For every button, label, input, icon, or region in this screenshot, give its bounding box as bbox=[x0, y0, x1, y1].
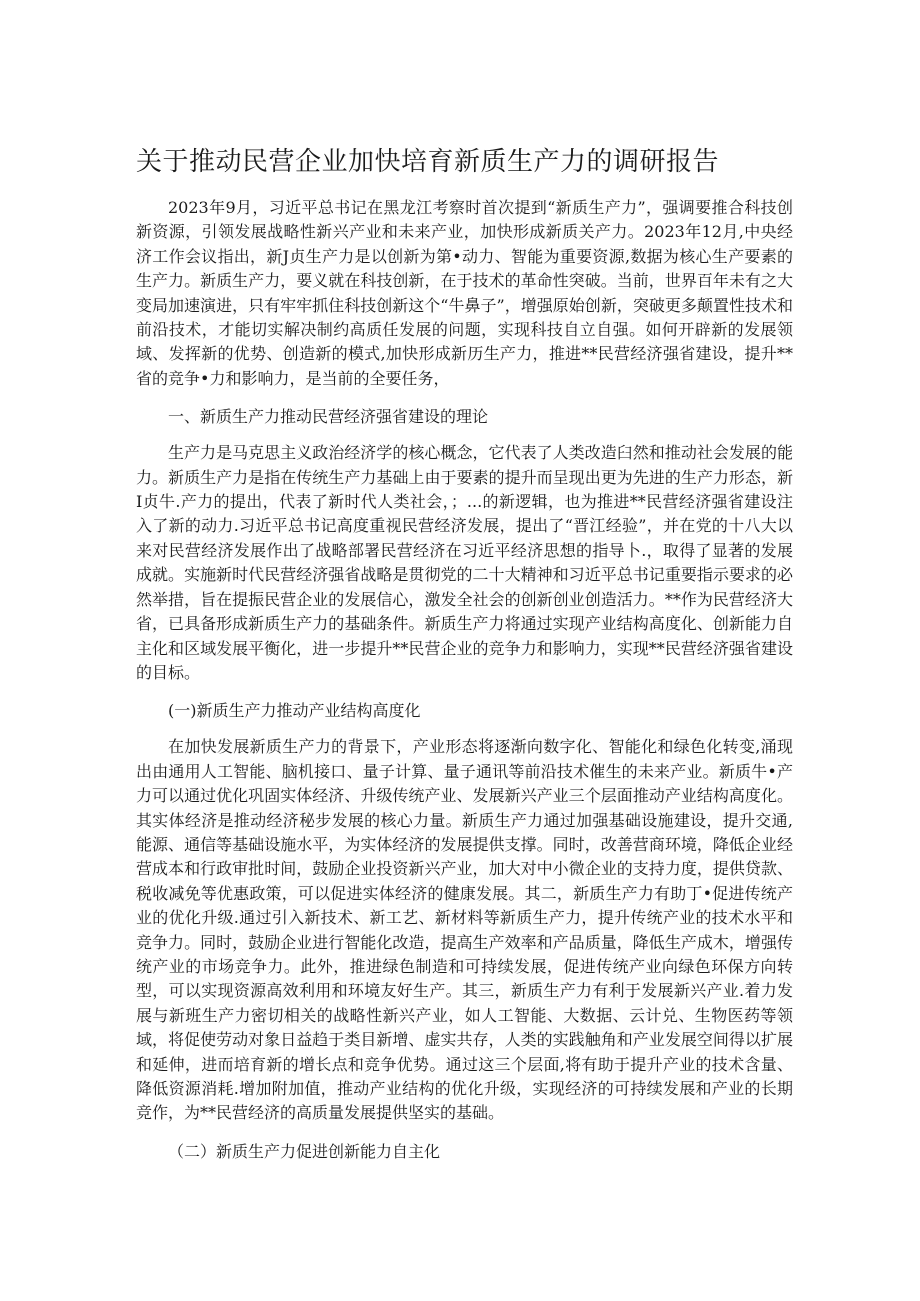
subsection-paragraph-1: 在加快发展新质生产力的背景下，产业形态将逐渐向数字化、智能化和绿色化转变,涌现出由通用人工智能、脑机接口、量子计算、量子通讯等前沿技术催生的未来产业。新质牛•产力可以通过优化巩固实体经济、升级传统产业、发展新兴产业三个层面推动产业结构高度化。其实体经济是推动经济秘步发展的核心力量。新质生产力通过加强基础设施建设，提升交通,能源、通信等基础设施水平，为实体经济的发展提供支撑。同时，改善营商环境，降低企业经营成本和行政审批时间，鼓励企业投资新兴产业，加大对中小微企业的支持力度，提供贷款、税收减免等优惠政策，可以促进实体经济的健康发展。其二，新质生产力有助丁•促进传统产业的优化升级.通过引入新技术、新工艺、新材料等新质生产力，提升传统产业的技术水平和竞争力。同时，鼓励企业进行智能化改造，提高生产效率和产品质量，降低生产成木，增强传统产业的市场竞争力。此外，推进绿色制造和可持续发展，促进传统产业向绿色环保方向转型，可以实现资源高效利用和环境友好生产。其三，新质生产力有利于发展新兴产业.着力发展与新班生产力密切相关的战略性新兴产业，如人工智能、大数据、云计兑、生物医药等领域，将促使劳动对象日益趋于类目新增、虚实共存，人类的实践触角和产业发展空间得以扩展和延伸，进而培育新的增长点和竞争优势。通过这三个层面,将有助于提升产业的技术含量、降低资源消耗.增加附加值，推动产业结构的优化升级，实现经济的可持续发展和产业的长期竞作，为**民营经济的高质量发展提供坚实的基础。 bbox=[136, 737, 793, 1123]
document-title: 关于推动民营企业加快培育新质生产力的调研报告 bbox=[136, 147, 720, 177]
subsection-heading-2: （二）新质生产力促进创新能力自主化 bbox=[168, 1141, 441, 1161]
subsection-heading-1: (一)新质生产力推动产业结构高度化 bbox=[168, 701, 421, 721]
intro-paragraph: 2023年9月，习近平总书记在黑龙江考察时首次提到“新质生产力”，强调要推合科技创新资源，引领发展战略性新兴产业和未来产业，加快形成新质关产力。2023年12月,中央经济工作会议指出，新J贞生产力是以创新为第•动力、智能为重要资源,数据为核心生产要素的生产力。新质生产力，要义就在科技创新，在于技术的革命性突破。当前，世界百年未有之大变局加速演进，只有牢牢抓住科技创新这个“牛鼻子”，增强原始创新，突破更多颠置性技术和前沿技术，才能切实解决制约高质任发展的问题，实现科技自立自强。如何开辟新的发展领域、发挥新的优势、创造新的模式,加快形成新历生产力，推进**民营经济强省建设，提升**省的竞争•力和影响力，是当前的全要任务， bbox=[136, 198, 793, 388]
section-paragraph-1: 生产力是马克思主义政治经济学的核心概念，它代表了人类改造臼然和推动社会发展的能力。新质生产力是指在传统生产力基础上由于要素的提升而呈现出更为先进的生产力形态，新I贞牛.产力的提出，代表了新时代人类社会，；...的新逻辑，也为推进**民营经济强省建设注入了新的动力.习近平总书记高度重视民营经济发展，提出了“晋江经验”，并在党的十八大以来对民营经济发展作出了战略部署民营经济在习近平经济思想的指导卜.，取得了显著的发展成就。实施新时代民营经济强省战略是贯彻党的二十大精神和习近平总书记重要指示要求的必然举措，旨在提振民营企业的发展信心，激发全社会的创新创业创造活力。**作为民营经济大省，已具备形成新质生产力的基础条件。新质生产力将通过实现产业结构高度化、创新能力自主化和区域发展平衡化，进一步提升**民营企业的竞争力和影响力，实现**民营经济强省建设的目标。 bbox=[136, 443, 793, 682]
document-page bbox=[136, 142, 793, 1176]
section-heading-1: 一、新质生产力推动民营经济强省建设的理论 bbox=[168, 407, 489, 427]
